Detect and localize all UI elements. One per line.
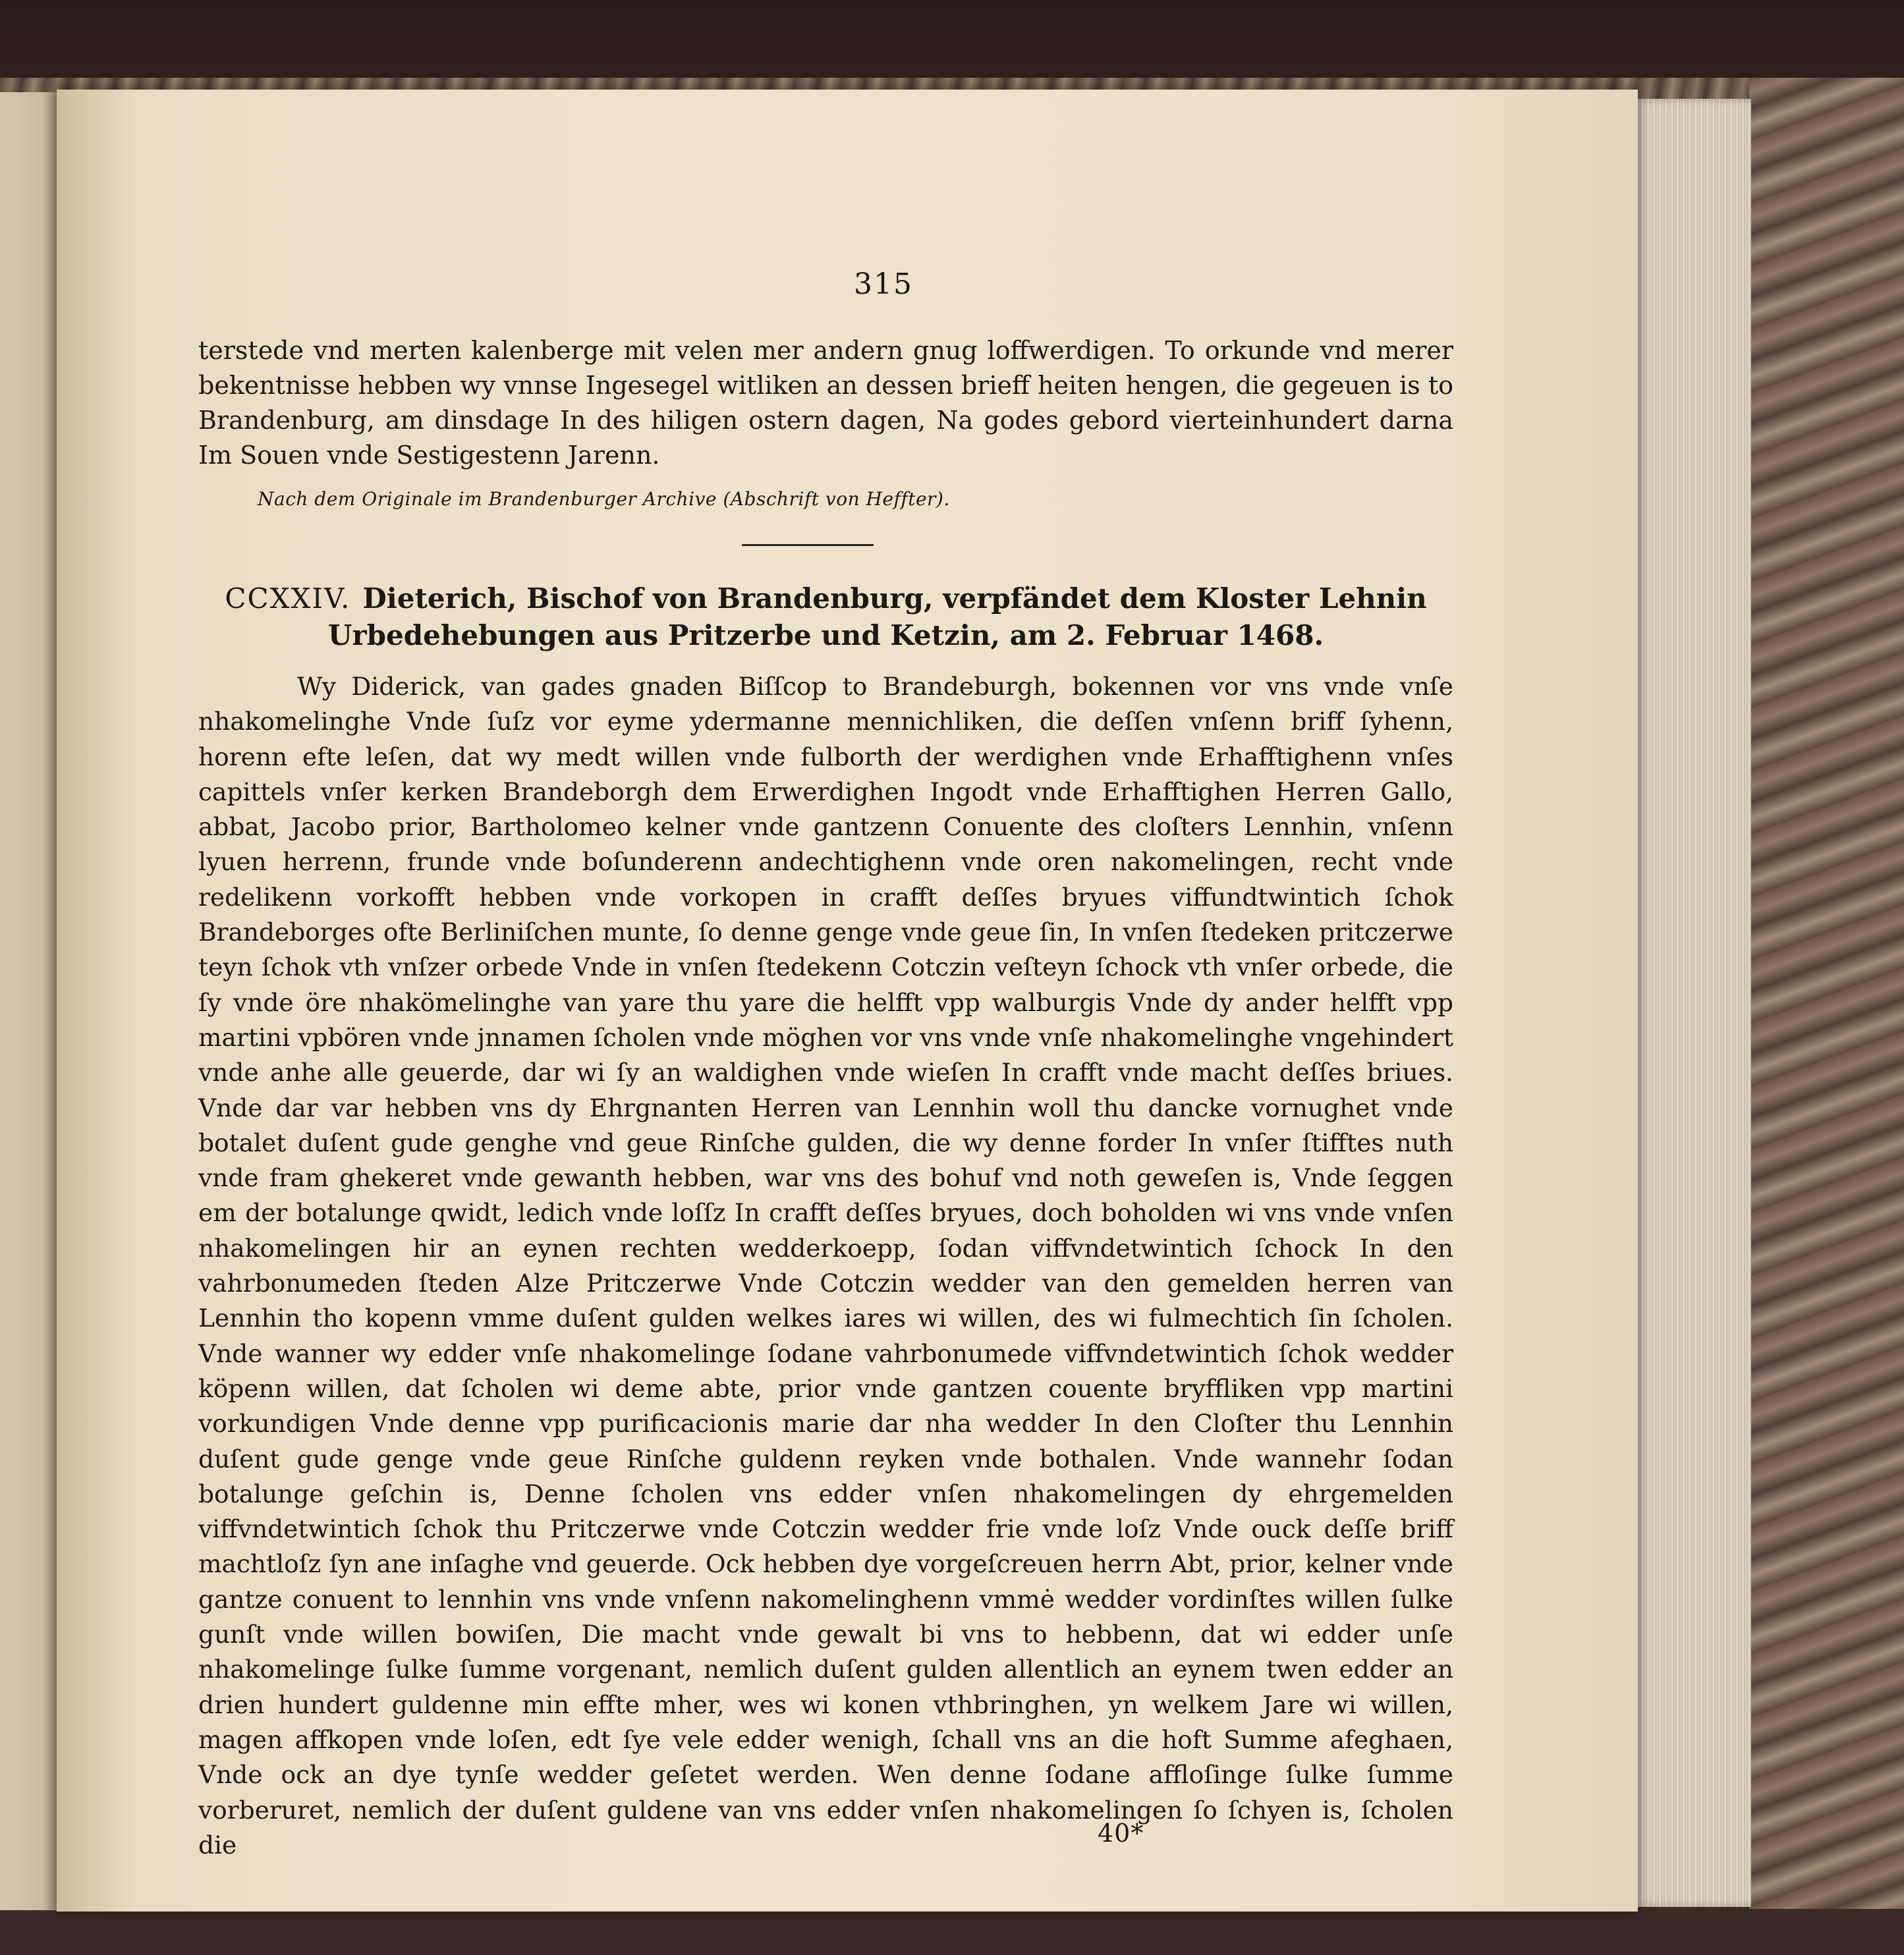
signature-mark: 40* [1098,1819,1144,1848]
document-number: CCXXIV. [225,582,351,615]
page-number: 315 [854,267,913,301]
continuation-block [198,333,1453,512]
document-title: Dieterich, Bischof von Brandenburg, verpfändet dem Kloster Lehnin Urbedehebungen aus Pritzerbe und Ketzin, am 2. Februar 1468. [327,582,1427,651]
facing-page-edge [0,92,61,1910]
section-divider [742,544,874,546]
page-block-edges [1633,99,1751,1907]
document-heading [198,580,1453,654]
source-note: Nach dem Originale im Brandenburger Archive (Abschrift von Heffter). [258,488,950,510]
book-cover-right-edge [1749,78,1904,1909]
document-body-text: Wy Diderick, van gades gnaden Biſſcop to Brandeburgh, bokennen vor vns vnde vnſe nhakomelinghe Vnde ſuſz vor eyme ydermanne mennichliken, die deſſen vnſenn briff ſyhenn, horenn efte leſen, dat wy medt willen vnde fulborth der werdighen vnde Erhafftighenn vnſes capittels vnſer kerken Brandeborgh dem Erwerdighen Ingodt vnde Erhafftighen Herren Gallo, abbat, Jacobo prior, Bartholomeo kelner vnde gantzenn Conuente des cloſters Lennhin, vnſenn lyuen herrenn, frunde vnde boſunderenn andechtighenn vnde oren nakomelingen, recht vnde redelikenn vorkofft hebben vnde vorkopen in crafft deſſes bryues viffundtwintich ſchok Brandeborges ofte Berliniſchen munte, ſo denne genge vnde geue ſin, In vnſen ſtedeken pritczerwe teyn ſchok vth vnſzer orbede Vnde in vnſen ſtedekenn Cotczin veſteyn ſchock vth vnſer orbede, die ſy vnde öre nhakömelinghe van yare thu yare die helfft vpp walburgis Vnde dy ander helfft vpp martini vpbören vnde jnnamen ſcholen vnde möghen vor vns vnde vnſe nhakomelinghe vngehindert vnde anhe alle geuerde, dar wi ſy an waldighen vnde wieſen In crafft vnde macht deſſes briues. Vnde dar var hebben vns dy Ehrgnanten Herren van Lennhin woll thu dancke vornughet vnde botalet duſent gude genghe vnd geue Rinſche gulden, die wy denne forder In vnſer ſtifftes nuth vnde fram ghekeret vnde gewanth hebben, war vns des bohuf vnd noth geweſen is, Vnde ſeggen em der botalunge qwidt, ledich vnde loſſz In crafft deſſes bryues, doch boholden wi vns vnde vnſen nhakomelingen hir an eynen rechten wedderkoepp, ſodan viffvndetwintich ſchock In den vahrbonumeden ſteden Alze Pritczerwe Vnde Cotczin wedder van den gemelden herren van Lennhin tho kopenn vmme duſent gulden welkes iares wi willen, des wi fulmechtich ſin ſcholen. Vnde wanner wy edder vnſe nhakomelinge ſodane vahrbonumede viffvndetwintich ſchok wedder köpenn willen, dat ſcholen wi deme abte, prior vnde gantzen couente bryffliken vpp martini vorkundigen Vnde denne vpp purificacionis marie dar nha wedder In den Cloſter thu Lennhin duſent gude genge vnde geue Rinſche guldenn reyken vnde bothalen. Vnde wannehr ſodan botalunge geſchin is, Denne ſcholen vns edder vnſen nhakomelingen dy ehrgemelden viffvndetwintich ſchok thu Pritczerwe vnde Cotczin wedder frie vnde loſz Vnde ouck deſſe briff machtloſz ſyn ane inſaghe vnd geuerde. Ock hebben dye vorgeſcreuen herrn Abt, prior, kelner vnde gantze conuent to lennhin vns vnde vnſenn nakomelinghenn vmmė wedder vordinſtes willen ſulke gunſt vnde willen bowiſen, Die macht vnde gewalt bi vns to hebbenn, dat wi edder unſe nhakomelinge ſulke ſumme vorgenant, nemlich duſent gulden allentlich an eynem twen edder an drien hundert guldenne min effte mher, wes wi konen vthbringhen, yn welkem Jare wi willen, magen affkopen vnde loſen, edt ſye vele edder wenigh, ſchall vns an die hoft Summe afeghaen, Vnde ock an dye tynſe wedder geſetet werden. Wen denne ſodane affloſinge ſulke ſumme vorberuret, nemlich der duſent guldene van vns edder vnſen nhakomelingen ſo ſchyen is, ſcholen die [198,672,1453,1859]
continuation-paragraph: terstede vnd merten kalenberge mit velen mer andern gnug loffwerdigen. To orkunde vnd merer bekentnisse hebben wy vnnse Ingesegel witliken an dessen brieff heiten hengen, die gegeuen is to Brandenburg, am dinsdage In des hiligen ostern dagen, Na godes gebord vierteinhundert darna Im Souen vnde Sestigestenn Jarenn. [198,336,1453,470]
book-page [57,90,1638,1912]
document-body [198,669,1453,1863]
